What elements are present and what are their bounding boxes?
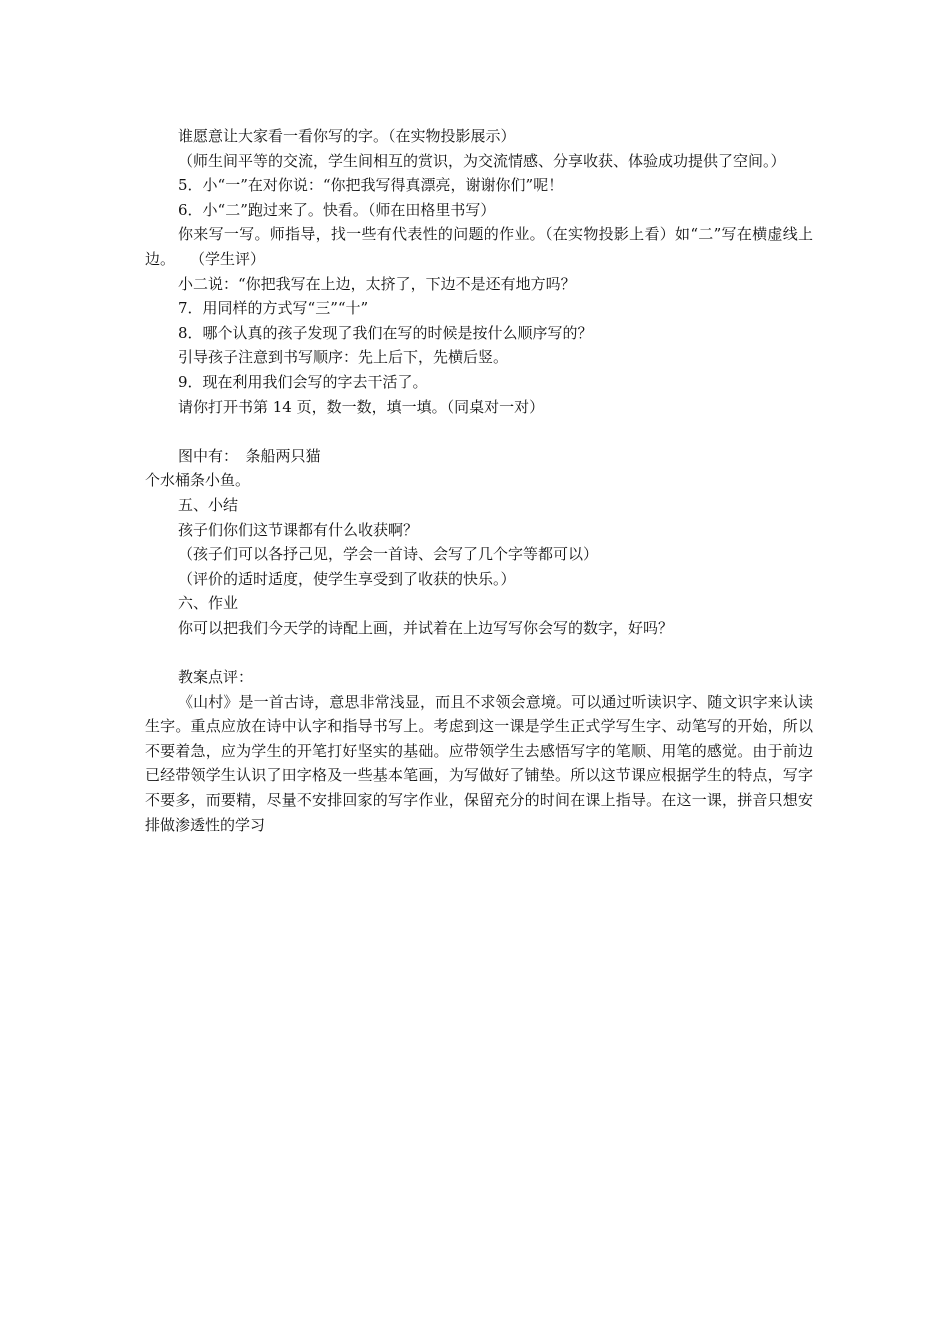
section-heading-summary: 五、小结 [178,495,239,514]
section-heading-review: 教案点评： [178,668,254,687]
paragraph-18: （评价的适时适度，使学生享受到了收获的快乐。） [178,569,516,588]
paragraph-3: 5．小“一”在对你说：“你把我写得真漂亮，谢谢你们”呢！ [178,176,564,195]
paragraph-review: 《山村》是一首古诗，意思非常浅显，而且不求领会意境。可以通过听读识字、随文识字来认读生字。重点应放在诗中认字和指导书写上。考虑到这一课是学生正式学写生字、动笔写的开始，所以不要着急，应为学生的开笔打好坚实的基础。应带领学生去感悟写字的笔顺、用笔的感觉。由于前边已经带领学生认识了田字格及一些基本笔画，为写做好了铺垫。所以这节课应根据学生的特点，写字不要多，而要精，尽量不安排回家的写字作业，保留充分的时间在课上指导。在这一课，拼音只想安排做渗透性的学习 [145,692,813,834]
paragraph-6: 小二说：“你把我写在上边，太挤了，下边不是还有地方吗？ [178,274,576,293]
paragraph-5: 你来写一写。师指导，找一些有代表性的问题的作业。（在实物投影上看）如“二”写在横虚线上边。 （学生评） [145,225,813,268]
paragraph-7: 7．用同样的方式写“三”“十” [178,299,369,318]
paragraph-10: 9．现在利用我们会写的字去干活了。 [178,372,428,391]
paragraph-17: （孩子们可以各抒己见，学会一首诗、会写了几个字等都可以） [178,545,599,564]
paragraph-11: 请你打开书第 14 页，数一数，填一填。（同桌对一对） [178,397,545,416]
blank-line [145,640,813,665]
paragraph-9: 引导孩子注意到书写顺序：先上后下，先横后竖。 [178,348,509,367]
paragraph-14: 个水桶条小鱼。 [145,471,251,490]
paragraph-8: 8．哪个认真的孩子发现了我们在写的时候是按什么顺序写的？ [178,323,593,342]
paragraph-4: 6．小“二”跑过来了。快看。（师在田格里书写） [178,200,496,219]
section-heading-homework: 六、作业 [178,594,239,613]
document-body [145,124,813,837]
paragraph-1: 谁愿意让大家看一看你写的字。（在实物投影展示） [178,127,516,145]
paragraph-20: 你可以把我们今天学的诗配上画，并试着在上边写写你会写的数字，好吗？ [178,618,674,637]
paragraph-2: （师生间平等的交流，学生间相互的赏识，为交流情感、分享收获、体验成功提供了空间。） [178,151,786,170]
paragraph-13: 图中有： 条船两只猫 [178,446,321,465]
paragraph-16: 孩子们你们这节课都有什么收获啊？ [178,520,419,539]
blank-line [145,419,813,444]
